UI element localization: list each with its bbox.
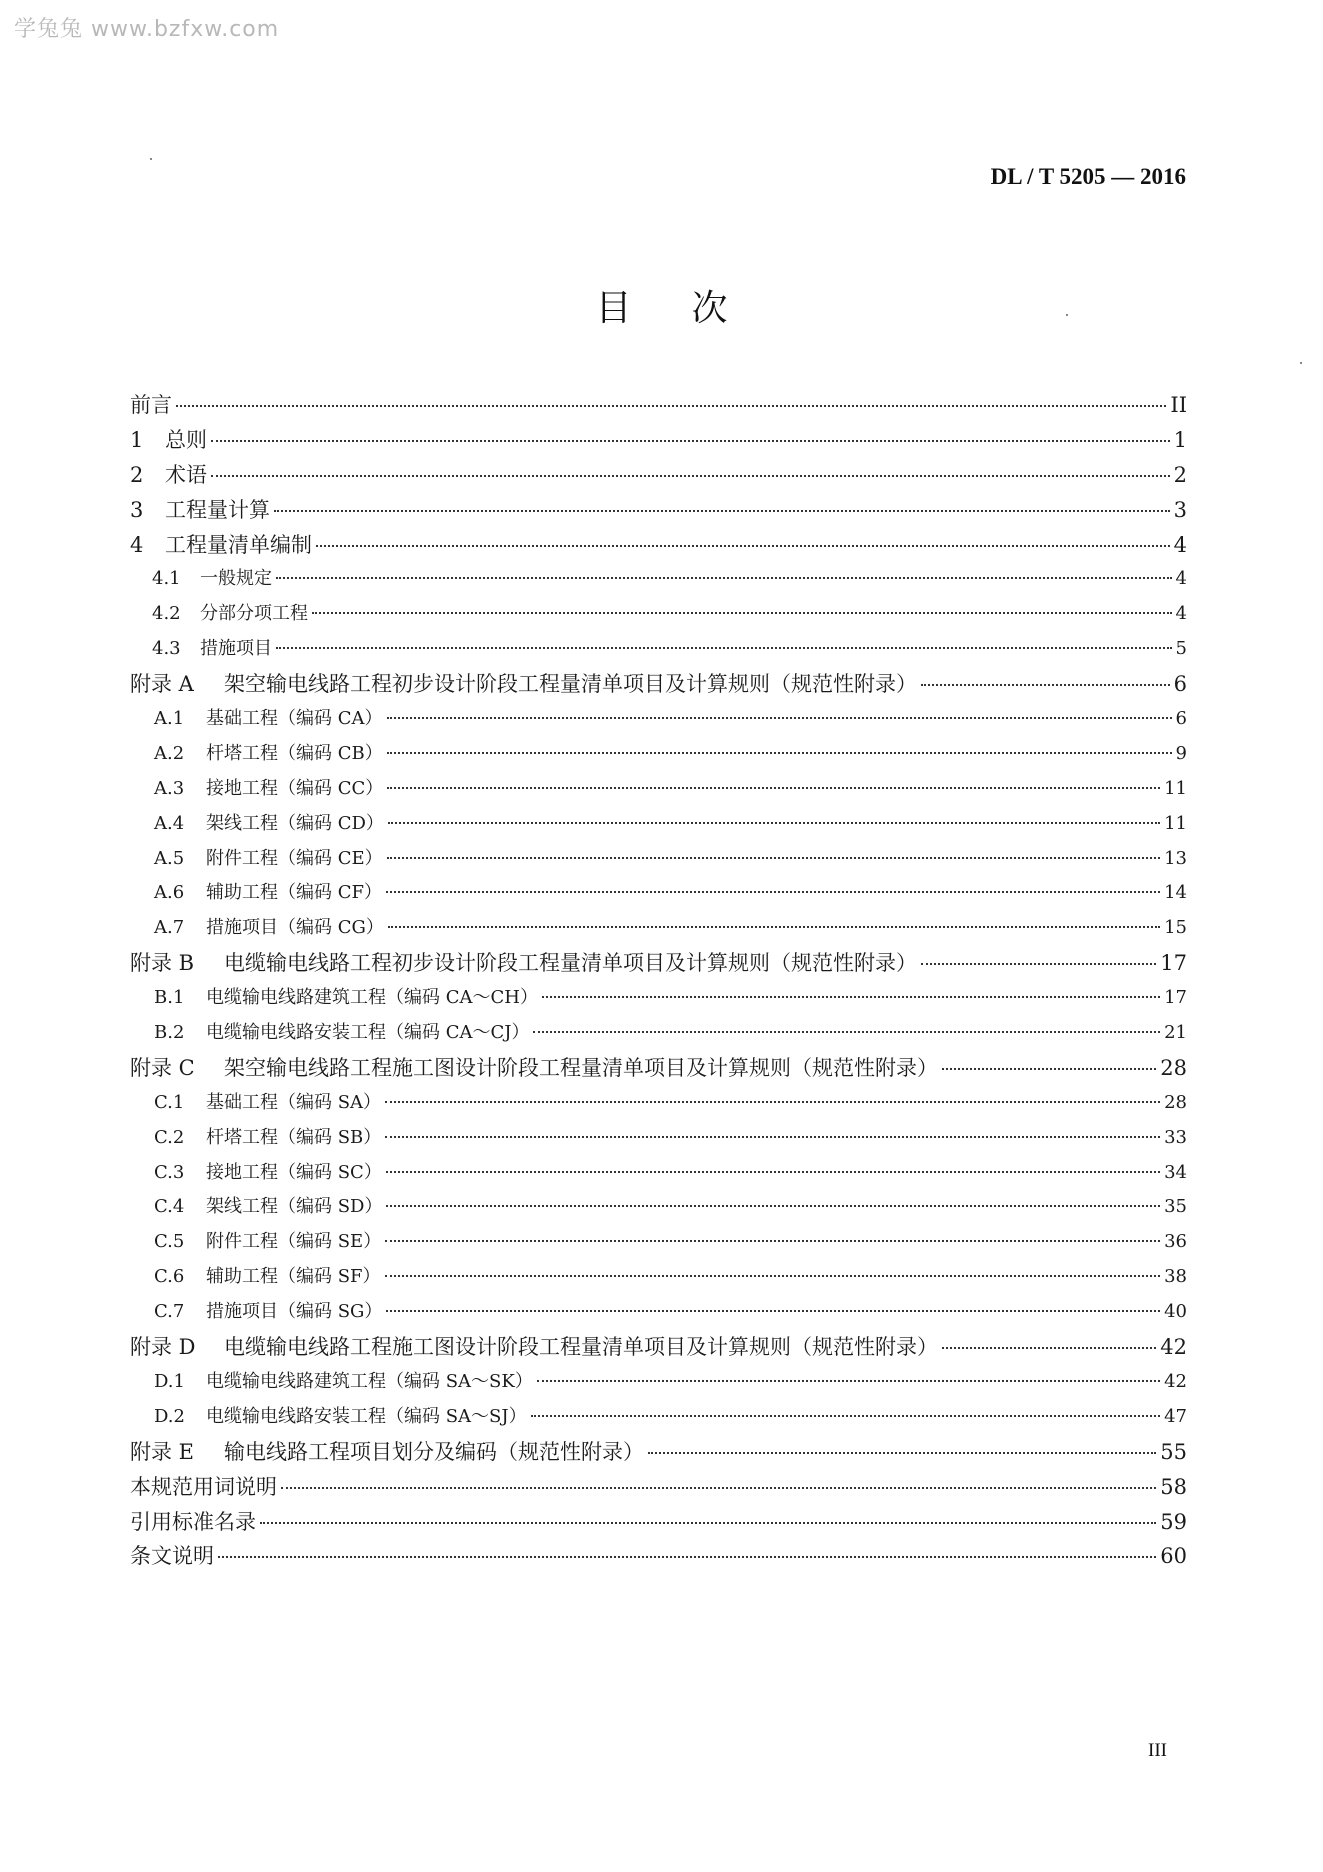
toc-leader-dots	[385, 1274, 1161, 1277]
toc-entry-page: 47	[1164, 1405, 1187, 1427]
table-of-contents	[130, 388, 1187, 1574]
toc-entry[interactable]	[130, 1260, 1187, 1295]
toc-entry-number: D.1	[154, 1370, 185, 1392]
toc-entry[interactable]	[130, 1505, 1187, 1540]
toc-entry-label: 前言	[130, 393, 172, 417]
toc-entry-page: 59	[1160, 1509, 1187, 1534]
toc-entry-label: 措施项目（编码 CG）	[206, 917, 384, 939]
toc-entry-number: 4	[130, 532, 144, 557]
toc-entry[interactable]	[130, 632, 1187, 667]
toc-leader-dots	[218, 1555, 1156, 1558]
scan-speck	[1300, 362, 1302, 364]
toc-entry-page: 3	[1173, 497, 1187, 522]
toc-leader-dots	[542, 995, 1160, 998]
toc-leader-dots	[531, 1414, 1160, 1417]
toc-entry-label: 措施项目（编码 SG）	[206, 1301, 383, 1323]
toc-entry-label: 电缆输电线路建筑工程（编码 SA～SK）	[206, 1370, 533, 1392]
toc-leader-dots	[386, 1170, 1160, 1173]
toc-entry-label: 附件工程（编码 CE）	[206, 847, 383, 869]
toc-leader-dots	[176, 404, 1166, 407]
toc-entry-page: 17	[1160, 951, 1187, 976]
toc-entry-label: 措施项目	[200, 638, 272, 660]
toc-entry-page: 4	[1175, 568, 1187, 590]
toc-entry-number: C.7	[154, 1301, 185, 1323]
toc-entry[interactable]	[130, 981, 1187, 1016]
toc-entry-label: 条文说明	[130, 1544, 214, 1569]
toc-entry-page: 9	[1175, 742, 1187, 764]
toc-entry-number: A.1	[154, 708, 185, 730]
toc-entry-number: A.2	[154, 742, 185, 764]
toc-leader-dots	[312, 611, 1172, 614]
toc-leader-dots	[276, 646, 1172, 649]
toc-leader-dots	[648, 1451, 1156, 1454]
toc-leader-dots	[316, 544, 1170, 547]
toc-entry-label: 杆塔工程（编码 SB）	[206, 1126, 382, 1148]
toc-entry-number: 4.2	[152, 603, 181, 625]
toc-leader-dots	[211, 474, 1170, 477]
toc-entry[interactable]	[130, 1400, 1187, 1435]
toc-entry[interactable]	[130, 562, 1187, 597]
toc-entry-page: 17	[1164, 987, 1187, 1009]
toc-leader-dots	[387, 786, 1160, 789]
toc-entry-page: 58	[1160, 1474, 1187, 1499]
toc-entry-page: 21	[1164, 1022, 1187, 1044]
toc-entry-page: 42	[1164, 1370, 1187, 1392]
toc-entry-page: 60	[1160, 1544, 1187, 1569]
toc-entry-label: 输电线路工程项目划分及编码（规范性附录）	[224, 1439, 644, 1464]
toc-entry-label: 工程量计算	[165, 497, 270, 522]
page-number: III	[1148, 1740, 1167, 1761]
toc-entry-page: 14	[1164, 882, 1187, 904]
toc-leader-dots	[385, 1100, 1160, 1103]
toc-entry[interactable]	[130, 807, 1187, 842]
toc-entry[interactable]	[130, 1470, 1187, 1505]
toc-entry-label: 杆塔工程（编码 CB）	[206, 742, 383, 764]
toc-leader-dots	[385, 1135, 1160, 1138]
toc-leader-dots	[386, 890, 1160, 893]
toc-entry-page: 34	[1164, 1161, 1187, 1183]
toc-entry-number: C.1	[154, 1091, 185, 1113]
toc-leader-dots	[388, 821, 1160, 824]
toc-leader-dots	[942, 1346, 1156, 1349]
toc-entry-number: 附录 E	[130, 1439, 195, 1464]
toc-entry-label: 架空输电线路工程初步设计阶段工程量清单项目及计算规则（规范性附录）	[224, 672, 917, 697]
toc-entry[interactable]	[130, 1435, 1187, 1470]
toc-entry-label: 术语	[165, 462, 207, 487]
toc-entry[interactable]	[130, 737, 1187, 772]
toc-entry-label: 电缆输电线路工程施工图设计阶段工程量清单项目及计算规则（规范性附录）	[224, 1335, 938, 1360]
toc-entry-label: 基础工程（编码 SA）	[206, 1091, 382, 1113]
scan-speck	[1066, 314, 1068, 316]
toc-entry-label: 本规范用词说明	[130, 1474, 277, 1499]
toc-entry[interactable]	[130, 911, 1187, 946]
toc-entry-page: 2	[1173, 462, 1187, 487]
toc-entry[interactable]	[130, 1330, 1187, 1365]
toc-entry[interactable]	[130, 1225, 1187, 1260]
toc-entry[interactable]	[130, 1539, 1187, 1574]
toc-entry-label: 附件工程（编码 SE）	[206, 1231, 382, 1253]
toc-entry-page: 5	[1175, 638, 1187, 660]
toc-entry-label: 架空输电线路工程施工图设计阶段工程量清单项目及计算规则（规范性附录）	[224, 1055, 938, 1080]
standard-code: DL / T 5205 — 2016	[990, 164, 1186, 189]
toc-entry-number: 2	[130, 462, 144, 487]
toc-entry-number: C.4	[154, 1196, 185, 1218]
toc-entry-page: 6	[1175, 708, 1187, 730]
toc-entry-label: 一般规定	[200, 568, 272, 590]
toc-entry-label: 分部分项工程	[200, 603, 308, 625]
toc-entry-number: 1	[130, 427, 144, 452]
toc-entry-number: B.2	[154, 1022, 185, 1044]
toc-leader-dots	[533, 1030, 1160, 1033]
toc-entry[interactable]	[130, 1190, 1187, 1225]
toc-entry-number: 附录 C	[130, 1055, 195, 1080]
toc-entry[interactable]	[130, 702, 1187, 737]
toc-entry-label: 辅助工程（编码 SF）	[206, 1266, 381, 1288]
toc-entry-page: 35	[1164, 1196, 1187, 1218]
toc-entry-number: A.5	[154, 847, 185, 869]
toc-entry-number: A.6	[154, 882, 185, 904]
toc-entry[interactable]	[130, 1051, 1187, 1086]
toc-entry-number: C.5	[154, 1231, 185, 1253]
toc-leader-dots	[385, 1239, 1160, 1242]
toc-entry-label: 基础工程（编码 CA）	[206, 708, 383, 730]
toc-entry-page: II	[1170, 393, 1187, 417]
toc-entry-number: 附录 A	[130, 672, 194, 697]
toc-entry-page: 40	[1164, 1301, 1187, 1323]
toc-leader-dots	[211, 439, 1170, 442]
toc-entry-page: 55	[1160, 1439, 1187, 1464]
toc-entry-number: B.1	[154, 987, 185, 1009]
toc-entry-number: D.2	[154, 1405, 185, 1427]
scan-speck	[150, 158, 152, 160]
toc-leader-dots	[386, 1204, 1160, 1207]
toc-leader-dots	[260, 1521, 1156, 1524]
toc-entry-label: 电缆输电线路工程初步设计阶段工程量清单项目及计算规则（规范性附录）	[224, 951, 917, 976]
toc-entry-number: C.3	[154, 1161, 185, 1183]
toc-entry[interactable]	[130, 493, 1187, 528]
toc-entry[interactable]	[130, 667, 1187, 702]
toc-entry-page: 33	[1164, 1126, 1187, 1148]
toc-entry-number: 附录 D	[130, 1335, 196, 1360]
toc-entry-label: 电缆输电线路安装工程（编码 SA～SJ）	[206, 1405, 527, 1427]
toc-entry[interactable]	[130, 1295, 1187, 1330]
toc-entry[interactable]	[130, 1086, 1187, 1121]
toc-entry-number: 4.1	[152, 568, 181, 590]
toc-entry-label: 总则	[165, 427, 207, 452]
toc-leader-dots	[921, 962, 1156, 965]
toc-entry-label: 架线工程（编码 CD）	[206, 812, 384, 834]
toc-leader-dots	[942, 1067, 1156, 1070]
toc-entry[interactable]	[130, 876, 1187, 911]
toc-leader-dots	[921, 683, 1170, 686]
toc-entry[interactable]	[130, 458, 1187, 493]
toc-leader-dots	[274, 509, 1170, 512]
toc-entry[interactable]	[130, 1365, 1187, 1400]
toc-entry-label: 工程量清单编制	[165, 532, 312, 557]
toc-entry-number: 4.3	[152, 638, 181, 660]
toc-entry-page: 4	[1173, 532, 1187, 557]
toc-entry[interactable]	[130, 842, 1187, 877]
toc-entry-label: 引用标准名录	[130, 1509, 256, 1534]
toc-entry-page: 11	[1164, 777, 1187, 799]
toc-entry[interactable]	[130, 772, 1187, 807]
toc-entry-number: C.2	[154, 1126, 185, 1148]
toc-leader-dots	[387, 716, 1172, 719]
toc-entry-page: 28	[1160, 1055, 1187, 1080]
toc-entry[interactable]	[130, 946, 1187, 981]
toc-entry-page: 6	[1173, 672, 1187, 697]
page-title: 目次	[595, 288, 788, 329]
toc-entry-label: 电缆输电线路建筑工程（编码 CA～CH）	[206, 987, 538, 1009]
toc-entry[interactable]	[130, 1156, 1187, 1191]
toc-leader-dots	[387, 751, 1172, 754]
watermark: 学兔兔 www.bzfxw.com	[14, 17, 280, 42]
toc-entry-label: 辅助工程（编码 CF）	[206, 882, 382, 904]
toc-entry-page: 38	[1164, 1266, 1187, 1288]
toc-entry-number: A.3	[154, 777, 185, 799]
toc-entry[interactable]	[130, 597, 1187, 632]
toc-entry-page: 36	[1164, 1231, 1187, 1253]
toc-entry[interactable]	[130, 1121, 1187, 1156]
toc-entry-number: A.7	[154, 917, 185, 939]
toc-entry[interactable]	[130, 423, 1187, 458]
toc-entry-page: 42	[1160, 1335, 1187, 1360]
toc-entry-page: 1	[1173, 427, 1187, 452]
toc-leader-dots	[276, 576, 1172, 579]
toc-leader-dots	[537, 1379, 1160, 1382]
toc-entry-page: 28	[1164, 1091, 1187, 1113]
toc-entry[interactable]	[130, 388, 1187, 423]
toc-entry-label: 接地工程（编码 CC）	[206, 777, 384, 799]
toc-entry[interactable]	[130, 1016, 1187, 1051]
toc-leader-dots	[386, 1309, 1160, 1312]
toc-entry-label: 架线工程（编码 SD）	[206, 1196, 383, 1218]
toc-entry-number: C.6	[154, 1266, 185, 1288]
toc-entry-number: 3	[130, 497, 144, 522]
toc-entry-number: A.4	[154, 812, 185, 834]
toc-entry-page: 13	[1164, 847, 1187, 869]
toc-leader-dots	[281, 1486, 1156, 1489]
toc-entry-label: 接地工程（编码 SC）	[206, 1161, 382, 1183]
toc-leader-dots	[388, 925, 1160, 928]
toc-leader-dots	[387, 856, 1160, 859]
toc-entry-page: 11	[1164, 812, 1187, 834]
toc-entry-page: 4	[1175, 603, 1187, 625]
toc-entry-page: 15	[1164, 917, 1187, 939]
toc-entry-label: 电缆输电线路安装工程（编码 CA～CJ）	[206, 1022, 530, 1044]
toc-entry[interactable]	[130, 528, 1187, 563]
toc-entry-number: 附录 B	[130, 951, 195, 976]
